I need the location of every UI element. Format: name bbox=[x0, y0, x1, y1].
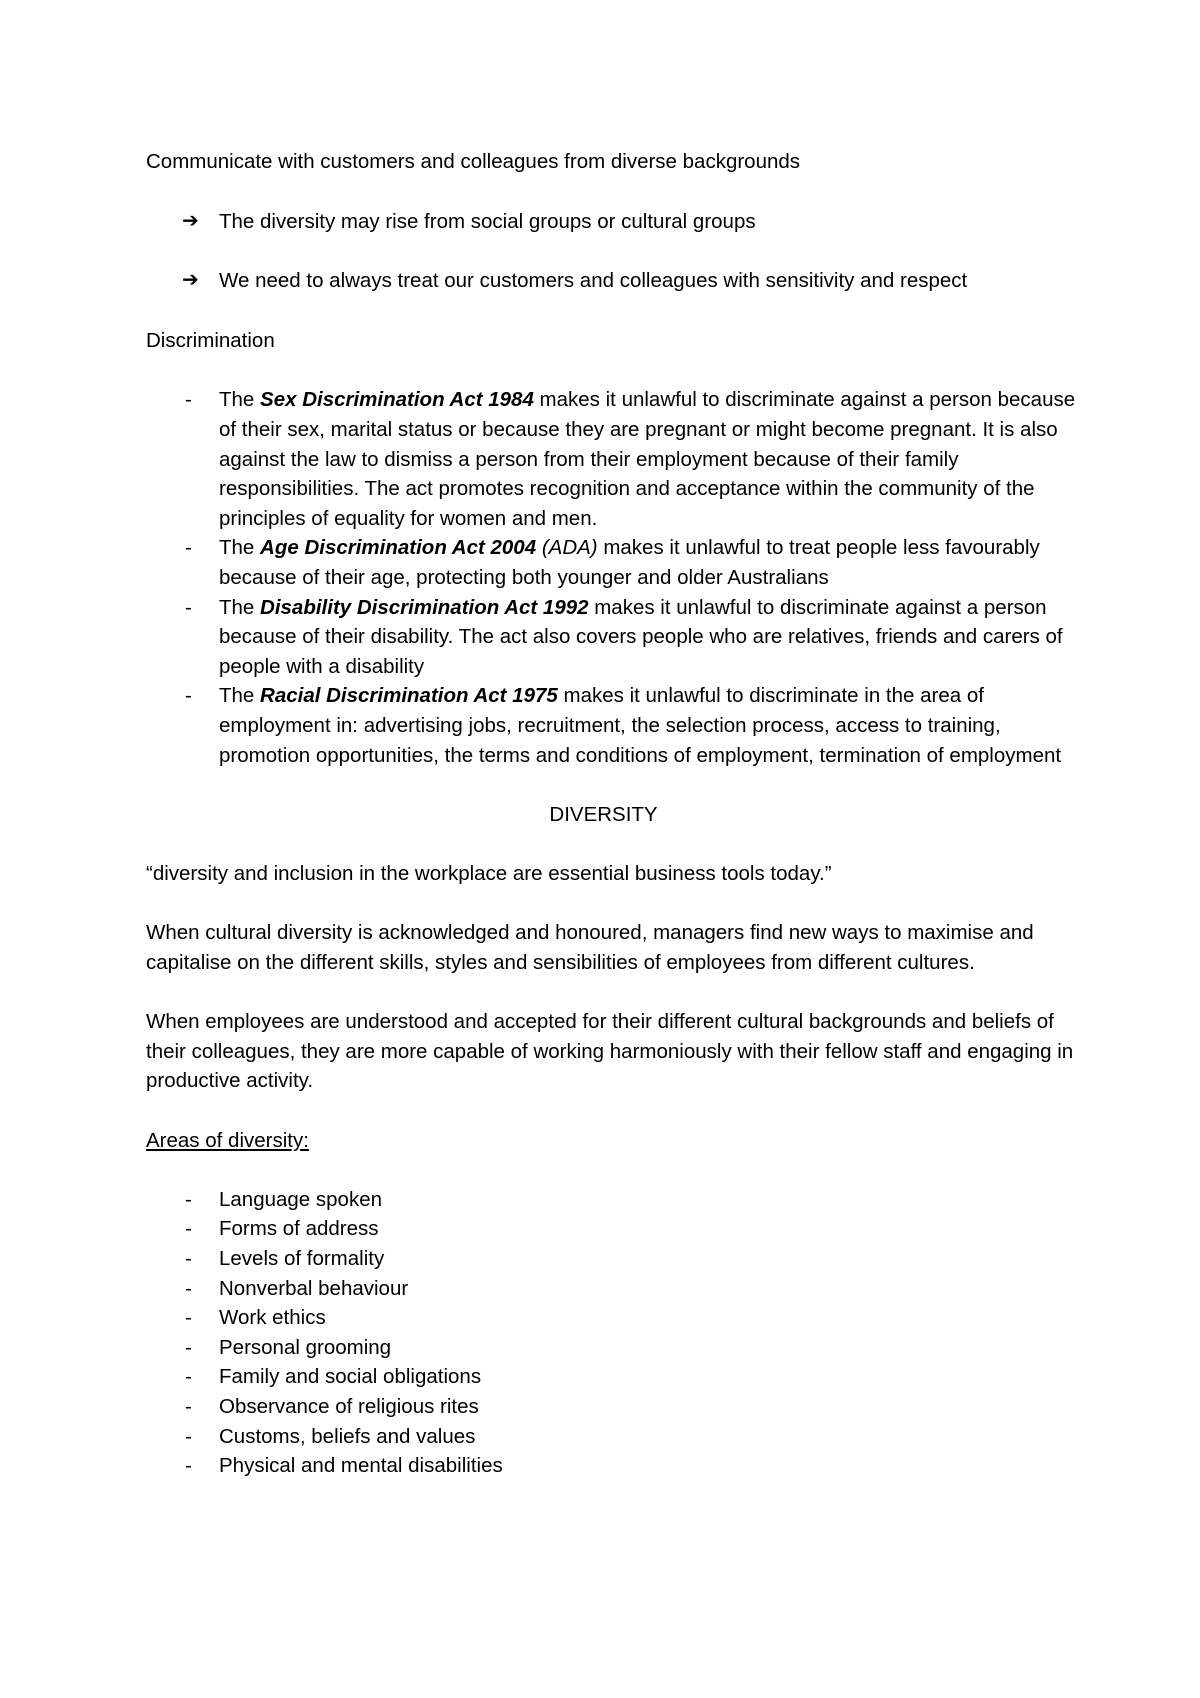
document-page bbox=[146, 147, 1076, 1481]
act-item bbox=[146, 681, 1076, 770]
dash-bullet: - bbox=[185, 684, 192, 708]
dash-bullet: - bbox=[185, 1365, 192, 1389]
area-text: Family and social obligations bbox=[219, 1365, 482, 1389]
area-text: Language spoken bbox=[219, 1187, 383, 1211]
dash-bullet: - bbox=[185, 1217, 192, 1241]
diversity-paragraph: When cultural diversity is acknowledged and honoured, managers find new ways to maximise and capitalise on the different skills, styles and sensibilities of employees from different cultures. bbox=[146, 921, 1034, 975]
act-text: makes it unlawful to treat people less favourably because of their age, protecting both younger and older Australians bbox=[219, 536, 1040, 589]
area-item bbox=[146, 1362, 1076, 1392]
area-item bbox=[146, 1333, 1076, 1363]
areas-heading bbox=[146, 1126, 1076, 1156]
area-item bbox=[146, 1244, 1076, 1274]
acts-list bbox=[146, 385, 1076, 770]
area-item bbox=[146, 1214, 1076, 1244]
arrow-point bbox=[146, 207, 1076, 237]
act-item bbox=[146, 385, 1076, 533]
act-prefix: The bbox=[219, 595, 261, 619]
areas-heading-text: Areas of diversity: bbox=[146, 1128, 309, 1152]
area-text: Forms of address bbox=[219, 1217, 379, 1241]
arrow-point bbox=[146, 266, 1076, 296]
discrimination-heading: Discrimination bbox=[146, 328, 275, 352]
act-prefix: The bbox=[219, 536, 261, 560]
act-text: makes it unlawful to discriminate against a person because of their disability. The act also covers people who are relatives, friends and carers of people with a disability bbox=[219, 595, 1063, 678]
act-text: makes it unlawful to discriminate in the area of employment in: advertising jobs, recruitment, the selection process, access to training, promotion opportunities, the terms and conditions of employment, termination of employment bbox=[219, 684, 1062, 767]
area-item bbox=[146, 1185, 1076, 1215]
diversity-heading: DIVERSITY bbox=[549, 803, 658, 827]
act-name: Sex Discrimination Act 1984 bbox=[260, 388, 534, 412]
area-text: Work ethics bbox=[219, 1306, 326, 1330]
area-text: Personal grooming bbox=[219, 1335, 392, 1359]
dash-bullet: - bbox=[185, 1394, 192, 1418]
area-text: Observance of religious rites bbox=[219, 1394, 479, 1418]
act-abbr: (ADA) bbox=[536, 536, 598, 560]
dash-bullet: - bbox=[185, 1306, 192, 1330]
area-item bbox=[146, 1303, 1076, 1333]
area-text: Levels of formality bbox=[219, 1247, 385, 1270]
diversity-paragraph: When employees are understood and accepted for their different cultural backgrounds and beliefs of their colleagues, they are more capable of working harmoniously with their fellow staff and engaging in productive activity. bbox=[146, 1010, 1074, 1093]
area-item bbox=[146, 1392, 1076, 1422]
dash-bullet: - bbox=[185, 388, 192, 412]
area-text: Customs, beliefs and values bbox=[219, 1424, 476, 1448]
area-item bbox=[146, 1422, 1076, 1452]
act-name: Racial Discrimination Act 1975 bbox=[260, 684, 558, 708]
diversity-quote: “diversity and inclusion in the workplace are essential business tools today.” bbox=[146, 862, 832, 886]
act-item bbox=[146, 593, 1076, 682]
act-prefix: The bbox=[219, 388, 261, 412]
dash-bullet: - bbox=[185, 1247, 192, 1270]
arrow-right-icon: ➔ bbox=[182, 269, 199, 292]
areas-list bbox=[146, 1185, 1076, 1481]
arrow-right-icon: ➔ bbox=[182, 209, 199, 232]
area-text: Nonverbal behaviour bbox=[219, 1276, 409, 1300]
dash-bullet: - bbox=[185, 536, 192, 560]
document-title: Communicate with customers and colleagues from diverse backgrounds bbox=[146, 150, 801, 173]
dash-bullet: - bbox=[185, 1454, 192, 1478]
area-text: Physical and mental disabilities bbox=[219, 1454, 503, 1478]
act-name: Age Discrimination Act 2004 bbox=[260, 536, 537, 560]
arrow-point-text: The diversity may rise from social groups or cultural groups bbox=[219, 209, 756, 233]
act-name: Disability Discrimination Act 1992 bbox=[260, 595, 589, 619]
dash-bullet: - bbox=[185, 1187, 192, 1211]
dash-bullet: - bbox=[185, 1335, 192, 1359]
arrow-point-text: We need to always treat our customers and colleagues with sensitivity and respect bbox=[219, 269, 968, 293]
act-text: makes it unlawful to discriminate against a person because of their sex, marital status or because they are pregnant or might become pregnant. It is also against the law to dismiss a person from their employment because of their family responsibilities. The act promotes recognition and acceptance within the community of the principles of equality for women and men. bbox=[219, 388, 1076, 530]
act-prefix: The bbox=[219, 684, 261, 708]
area-item bbox=[146, 1451, 1076, 1481]
dash-bullet: - bbox=[185, 1276, 192, 1300]
area-item bbox=[146, 1274, 1076, 1304]
act-item bbox=[146, 533, 1076, 592]
dash-bullet: - bbox=[185, 1424, 192, 1448]
dash-bullet: - bbox=[185, 595, 192, 619]
